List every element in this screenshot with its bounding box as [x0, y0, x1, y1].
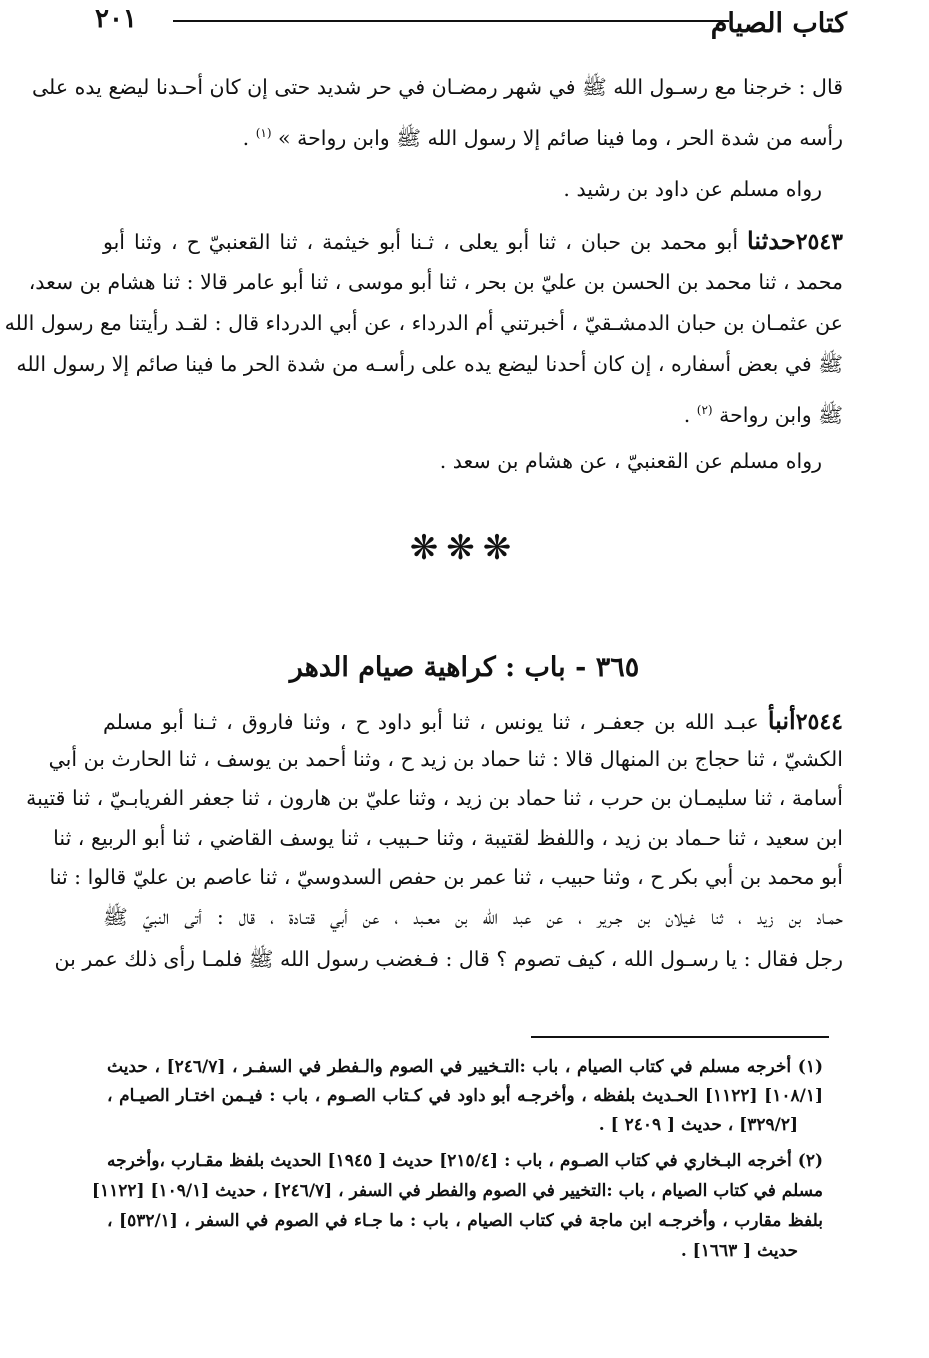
header-rule [173, 20, 729, 22]
line-end-dot: . [242, 125, 250, 150]
footnote-line-6: بلفظ مقارب ، وأخرجـه ابن ماجة في كتاب الصيام ، باب : ما جـاء في الصوم في السفر ، [٥٣٢/١] ، [107, 1211, 824, 1231]
hadith-number: ٢٥٤٣ [795, 229, 843, 255]
hadith-2543-last-text: ﷺ وابن رواحة [719, 402, 843, 427]
hadith-2544-line-1 [103, 706, 843, 737]
hadith-2543-line-1 [103, 226, 843, 257]
hadith-2543-line-2: محمد ، ثنا محمد بن الحسن بن عليّ بن بحر ، ثنا أبو موسى ، ثنا أبو عامر قالا : ثنا هشام بن سعد، [28, 270, 843, 294]
hadith-2543-line-5 [684, 395, 843, 430]
hadith-2544-line-4: ابن سعيد ، ثنا حـماد بن زيد ، واللفظ لقتيبة ، وثنا حـبيب ، ثنا يوسف القاضي ، ثنا أبو الربيع ، ثنا [53, 826, 843, 850]
footnote-line-2: [١٠٨/١] [١١٢٢] الحـديث بلفظه ، وأخرجـه أبو داود في كـتاب الصـوم ، باب : فيـمن اختـار الصيـام ، [107, 1086, 823, 1106]
hadith-2544-line-2: الكشيّ ، ثنا حجاج بن المنهال قالا : ثنا حماد بن زيد ح ، وثنا أحمد بن يوسف ، ثنا الحارث بن أبي [48, 747, 843, 771]
body-line-narration: رواه مسلم عن القعنبيّ ، عن هشام بن سعد . [439, 449, 822, 473]
footnote-line-1: (١) أخرجه مسلم في كتاب الصيام ، باب :التـخيير في الصوم والـفطر في السفـر ، [٢٤٦/٧] ، حديث [107, 1057, 823, 1077]
body-line-3: رواه مسلم عن داود بن رشيد . [563, 177, 822, 201]
page-header [95, 2, 847, 46]
body-line-2 [243, 118, 843, 153]
hadith-2544-line-5: أبو محمد بن أبي بكر ح ، وثنا حبيب ، ثنا عمر بن حفص السدوسيّ ، ثنا عاصم بن عليّ قالوا : ثنا [49, 865, 843, 889]
page-number: ٢٠١ [95, 4, 137, 34]
chapter-title: ٣٦٥ - باب : كراهية صيام الدهر [289, 652, 640, 683]
hadith-2544-line-6: حمـاد بن زيد ، ثنا غيلان بن جـرير ، عن عبد الله بن معـبد ، عن أبي قتـادة ، قال : أتى النبيّ ﷺ [103, 905, 843, 929]
footnote-ref-1: (١) [255, 126, 272, 140]
footnote-rule [531, 1036, 829, 1038]
footnote-line-7: حديث [ ١٦٦٣] . [680, 1241, 798, 1261]
body-line-2-text: رأسه من شدة الحر ، وما فينا صائم إلا رسول الله ﷺ وابن رواحة » [278, 125, 843, 150]
hadith-2544-line-7: رجل فقال : يا رسـول الله ، كيف تصوم ؟ قال : فـغضب رسول الله ﷺ فلمـا رأى ذلك عمر بن [54, 947, 843, 971]
hadith-2543-line-3: عن عثمـان بن حبان الدمشـقيّ ، أخبرتني أم الدرداء ، عن أبي الدرداء قال : لقـد رأيتنا مع رسول الله [4, 311, 843, 335]
footnote-line-3: [٣٢٩/٢] ، حديث [ ٢٤٠٩ ] . [598, 1115, 798, 1135]
hadith-2544-line-3: أسامة ، ثنا سليمـان بن حرب ، ثنا حماد بن زيد ، وثنا عليّ بن هارون ، ثنا جعفر الفريابـيّ ، ثنا قتيبة [26, 786, 843, 810]
hadith-2544-first-text: عبـد الله بن جعفـر ، ثنا يونس ، ثنا أبو داود ح ، وثنا فاروق ، ثـنا أبو مسلم [103, 710, 759, 734]
hadith-2543-first-text: أبو محمد بن حبان ، ثنا أبو يعلى ، ثـنا أبو خيثمة ، ثنا القعنبيّ ح ، وثنا أبو [103, 230, 739, 254]
hadith-transmission-word: حدثنا [747, 226, 796, 255]
footnote-ref-2: (٢) [696, 403, 713, 417]
footnote-line-5: مسلم في كتاب الصيام ، باب :التخيير في الصوم والفطر في السفر ، [٢٤٦/٧] ، حديث [١٠٩/١] [١١٢٢] [91, 1181, 823, 1201]
body-line-1: قال : خرجنا مع رسـول الله ﷺ في شهر رمضـان في حر شديد حتى إن كان أحـدنا ليضع يده على [31, 75, 843, 99]
hadith-transmission-word-2544: أنبأ [767, 706, 796, 735]
hadith-number-2544: ٢٥٤٤ [795, 709, 843, 735]
footnote-line-4: (٢) أخرجه البـخاري في كتاب الصـوم ، باب : [٢١٥/٤] حديث [ ١٩٤٥] الحديث بلفظ مقـارب ،وأخرجه [107, 1151, 823, 1171]
section-divider: ❋❋❋ [409, 528, 520, 568]
book-title: كتاب الصيام [710, 8, 847, 39]
hadith-2543-line-4: ﷺ في بعض أسفاره ، إن كان أحدنا ليضع يده على رأسـه من شدة الحر ما فينا صائم إلا رسول الله [16, 352, 843, 376]
line-end-dot-2: . [683, 402, 691, 427]
